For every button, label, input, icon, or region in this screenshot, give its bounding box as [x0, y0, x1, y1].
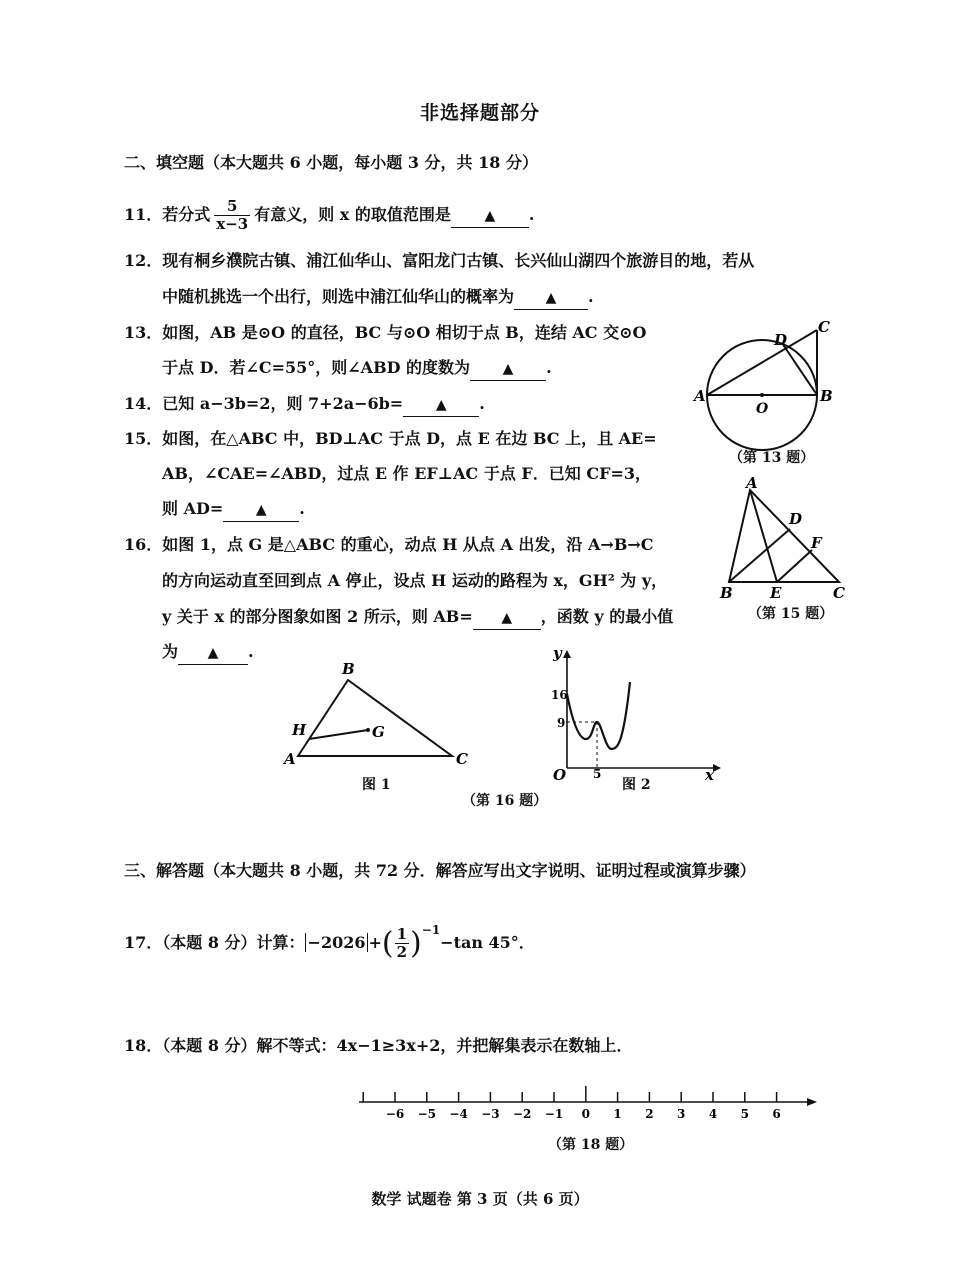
center-point [760, 393, 764, 397]
q15-text: 则 AD= [162, 499, 224, 518]
y-axis-arrow [563, 650, 571, 658]
page-title: 非选择题部分 [419, 102, 540, 124]
figure-16-2 [545, 642, 725, 782]
q17-fraction [395, 926, 409, 961]
q11-text-pre: 11．若分式 [124, 205, 211, 224]
question-18: 18．（本题 8 分）解不等式：4x−1≥3x+2，并把解集表示在数轴上． [124, 1036, 633, 1055]
q12-end: . [588, 287, 594, 306]
triangle-abc [298, 680, 452, 756]
number-line-label: 4 [708, 1107, 718, 1121]
blank-triangle: ▲ [545, 290, 557, 306]
segment-hg [309, 730, 368, 739]
question-15-line1: 15．如图，在△ABC 中，BD⊥AC 于点 D，点 E 在边 BC 上，且 AE= [124, 429, 657, 448]
label-b: B [720, 584, 733, 602]
q13-end: . [546, 358, 552, 377]
section-2-header: 二、填空题（本大题共 6 小题，每小题 3 分，共 18 分） [124, 153, 538, 172]
q12-text: 中随机挑选一个出行，则选中浦江仙华山的概率为 [162, 287, 515, 306]
point-g [366, 728, 370, 732]
figure-13 [690, 318, 840, 448]
number-line-label: −2 [512, 1107, 532, 1121]
q17-denominator: 2 [396, 943, 408, 961]
tick-9: 9 [557, 716, 566, 730]
question-15-line2: AB，∠CAE=∠ABD，过点 E 作 EF⊥AC 于点 F．已知 CF=3， [162, 464, 651, 483]
q17-numerator: 1 [396, 925, 408, 943]
figure-16-1 [280, 658, 480, 768]
label-o: O [756, 401, 769, 417]
question-17 [124, 915, 535, 961]
q11-text-post: 有意义，则 x 的取值范围是 [254, 205, 451, 224]
q14-answer-blank[interactable] [403, 393, 479, 417]
label-c: C [456, 750, 468, 768]
number-line-label: 2 [645, 1107, 654, 1121]
q11-answer-blank[interactable] [451, 204, 529, 228]
q17-paren-right: ) [410, 925, 422, 961]
question-13-line1: 13．如图，AB 是⊙O 的直径，BC 与⊙O 相切于点 B，连结 AC 交⊙O [124, 323, 647, 342]
blank-triangle: ▲ [502, 361, 514, 377]
number-line-label: 5 [740, 1107, 749, 1121]
section-3-header: 三、解答题（本大题共 8 小题，共 72 分．解答应写出文字说明、证明过程或演算步骤） [124, 861, 756, 880]
line-ef [777, 550, 812, 582]
tick-16: 16 [551, 688, 568, 702]
line-bd [729, 529, 790, 582]
number-line-label: 6 [772, 1107, 781, 1121]
question-13-line2 [162, 357, 552, 381]
label-f: F [811, 534, 822, 552]
number-line-label: −6 [385, 1107, 405, 1121]
question-16-line4 [162, 641, 254, 665]
question-12-line1: 12．现有桐乡濮院古镇、浦江仙华山、富阳龙门古镇、长兴仙山湖四个旅游目的地，若从 [124, 251, 755, 270]
q16-answer-blank-1[interactable] [473, 606, 541, 630]
number-line-label: 3 [677, 1107, 686, 1121]
blank-triangle: ▲ [435, 397, 447, 413]
question-16-line1: 16．如图 1，点 G 是△ABC 的重心，动点 H 从点 A 出发，沿 A→B→C [124, 535, 654, 554]
q17-text-post: −tan 45°． [440, 933, 535, 952]
q15-end: . [299, 499, 305, 518]
line-bd [782, 343, 817, 395]
q13-text: 于点 D．若∠C=55°，则∠ABD 的度数为 [162, 358, 471, 377]
q11-end: . [528, 205, 535, 224]
label-c: C [818, 318, 830, 336]
figure-18-caption: （第 18 题） [548, 1137, 634, 1153]
q12-answer-blank[interactable] [514, 286, 588, 310]
figure-15 [714, 476, 854, 601]
q15-answer-blank[interactable] [223, 498, 299, 522]
label-b: B [820, 387, 833, 405]
number-line-ticks [363, 1086, 781, 1121]
label-c: C [833, 584, 845, 602]
blank-triangle: ▲ [207, 645, 219, 661]
number-line-label: −3 [481, 1107, 500, 1121]
q16-end: . [248, 642, 254, 661]
q13-answer-blank[interactable] [470, 357, 546, 381]
question-15-line3 [162, 498, 305, 522]
q14-text: 14．已知 a−3b=2，则 7+2a−6b= [124, 394, 404, 413]
blank-triangle: ▲ [255, 502, 267, 518]
label-b: B [342, 660, 355, 678]
label-d: D [774, 331, 788, 349]
page-footer: 数学 试题卷 第 3 页（共 6 页） [371, 1190, 589, 1208]
q11-denominator: x−3 [216, 215, 249, 233]
curve-y [567, 682, 630, 749]
label-a: A [746, 474, 758, 492]
q14-end: . [479, 394, 485, 413]
number-line-label: −1 [544, 1107, 564, 1121]
number-line-label: −5 [417, 1107, 437, 1121]
q11-numerator: 5 [214, 198, 250, 216]
q17-paren-left: ( [381, 925, 394, 961]
question-16-line2: 的方向运动直至回到点 A 停止，设点 H 运动的路程为 x，GH² 为 y， [162, 571, 668, 590]
figure-15-caption: （第 15 题） [748, 606, 834, 622]
figure-16-1-caption: 图 1 [362, 777, 391, 793]
question-12-line2 [162, 286, 594, 310]
q11-fraction [214, 198, 250, 233]
question-16-line3 [162, 606, 673, 630]
q17-plus: + [368, 933, 382, 952]
question-11 [124, 198, 535, 233]
number-line-label: 1 [613, 1107, 622, 1121]
number-line-arrow [807, 1098, 817, 1106]
q16-answer-blank-2[interactable] [178, 641, 248, 665]
figure-16-caption: （第 16 题） [462, 793, 548, 809]
label-d: D [789, 510, 803, 528]
blank-triangle: ▲ [484, 208, 496, 224]
tick-5: 5 [593, 767, 602, 781]
q17-text-pre: 17．（本题 8 分）计算： [124, 933, 305, 952]
q16-text-c: 为 [162, 642, 179, 661]
label-x: x [705, 766, 714, 784]
label-o: O [553, 766, 567, 784]
label-a: A [284, 750, 296, 768]
number-line-label: 0 [581, 1107, 590, 1121]
number-line-label: −4 [449, 1107, 468, 1121]
figure-16-2-caption: 图 2 [622, 777, 651, 793]
label-g: G [372, 723, 385, 741]
blank-triangle: ▲ [501, 610, 513, 626]
q17-exponent: −1 [421, 923, 441, 937]
label-a: A [694, 387, 706, 405]
q16-text-a: y 关于 x 的部分图象如图 2 所示，则 AB= [162, 607, 473, 626]
label-y: y [553, 644, 562, 662]
x-axis-arrow [713, 764, 721, 772]
q16-text-b: ，函数 y 的最小值 [540, 607, 674, 626]
figure-13-caption: （第 13 题） [729, 450, 815, 466]
q17-absolute-value: −2026 [305, 933, 369, 952]
question-14 [124, 393, 485, 417]
label-h: H [292, 721, 307, 739]
label-e: E [770, 584, 782, 602]
number-line [355, 1082, 825, 1122]
